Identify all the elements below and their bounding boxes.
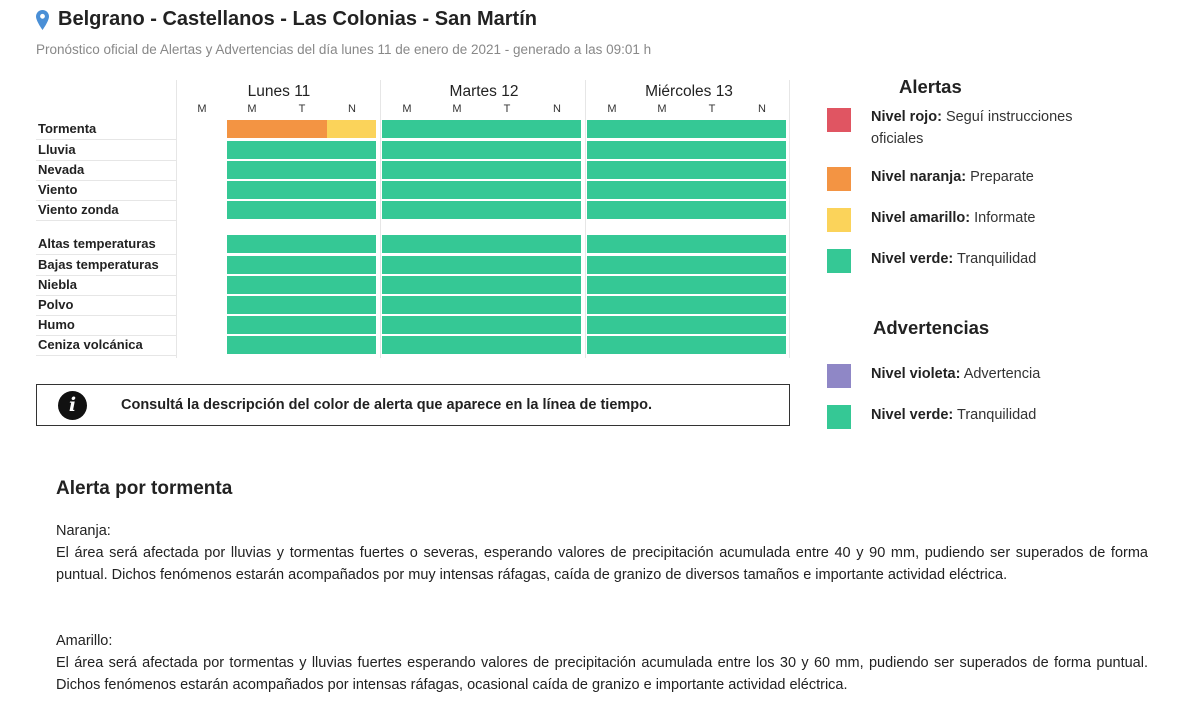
alert-cell-verde bbox=[432, 256, 482, 274]
alert-cell-verde bbox=[687, 161, 737, 179]
alert-cell-verde bbox=[587, 181, 637, 199]
alert-cell-verde bbox=[327, 316, 376, 334]
alert-cell-verde bbox=[432, 120, 482, 138]
alert-cell-verde bbox=[587, 161, 637, 179]
period-label: T bbox=[298, 103, 306, 115]
alert-cell-verde bbox=[382, 120, 432, 138]
alert-cell-verde bbox=[737, 141, 786, 159]
row-divider bbox=[36, 180, 176, 181]
alert-cell-verde bbox=[327, 336, 376, 354]
alert-cell-verde bbox=[637, 336, 687, 354]
legend-level-label: Nivel rojo: bbox=[871, 109, 942, 125]
alert-cell-verde bbox=[327, 181, 376, 199]
row-divider bbox=[36, 295, 176, 296]
phenomenon-label: Tormenta bbox=[38, 121, 97, 136]
alert-cell-verde bbox=[637, 276, 687, 294]
alert-cell-verde bbox=[227, 296, 277, 314]
alert-cell-verde bbox=[737, 296, 786, 314]
alert-cell-verde bbox=[637, 141, 687, 159]
alert-cell-verde bbox=[587, 235, 637, 253]
info-text: Consultá la descripción del color de alerta que aparece en la línea de tiempo. bbox=[121, 397, 653, 413]
legend-item-verde-advertencia bbox=[871, 404, 1111, 426]
phenomenon-label: Humo bbox=[38, 317, 75, 332]
alert-cell-verde bbox=[482, 181, 532, 199]
alert-cell-verde bbox=[327, 276, 376, 294]
alert-section-label: Naranja: bbox=[56, 523, 111, 539]
alert-cell-amarillo bbox=[327, 120, 376, 138]
alert-cell-verde bbox=[687, 276, 737, 294]
alert-cell-verde bbox=[432, 296, 482, 314]
day-label: Martes 12 bbox=[449, 83, 519, 100]
alert-cell-verde bbox=[432, 141, 482, 159]
alert-cell-verde bbox=[532, 276, 581, 294]
alert-cell-verde bbox=[737, 120, 786, 138]
alert-cell-verde bbox=[277, 256, 327, 274]
alert-cell-verde bbox=[737, 336, 786, 354]
alert-cell-verde bbox=[482, 161, 532, 179]
legend-level-desc: Tranquilidad bbox=[957, 251, 1037, 267]
alert-cell-verde bbox=[532, 120, 581, 138]
alert-cell-verde bbox=[482, 336, 532, 354]
period-label: M bbox=[452, 103, 462, 115]
alert-cell-verde bbox=[637, 256, 687, 274]
alert-cell-verde bbox=[687, 336, 737, 354]
alert-cell-verde bbox=[277, 141, 327, 159]
row-divider bbox=[36, 220, 176, 221]
alert-cell-verde bbox=[327, 201, 376, 219]
alert-cell-verde bbox=[432, 276, 482, 294]
page-title: Belgrano - Castellanos - Las Colonias - San Martín bbox=[58, 8, 537, 30]
legend-item-naranja bbox=[871, 166, 1111, 188]
alert-cell-verde bbox=[382, 336, 432, 354]
row-divider bbox=[36, 315, 176, 316]
alert-cell-verde bbox=[737, 181, 786, 199]
alert-cell-verde bbox=[482, 141, 532, 159]
alert-cell-verde bbox=[737, 316, 786, 334]
alert-section-naranja bbox=[56, 520, 1148, 586]
alert-cell-verde bbox=[327, 296, 376, 314]
alert-cell-verde bbox=[687, 235, 737, 253]
legend-item-amarillo bbox=[871, 207, 1111, 229]
legend-item-rojo bbox=[871, 106, 1111, 150]
alert-cell-verde bbox=[327, 141, 376, 159]
alert-cell-verde bbox=[382, 276, 432, 294]
row-divider bbox=[36, 160, 176, 161]
period-label: M bbox=[657, 103, 667, 115]
alert-cell-verde bbox=[532, 235, 581, 253]
alert-cell-verde bbox=[227, 201, 277, 219]
alert-cell-verde bbox=[382, 296, 432, 314]
legend-level-label: Nivel verde: bbox=[871, 407, 954, 423]
alert-cell-verde bbox=[277, 161, 327, 179]
legend-swatch-violeta bbox=[827, 364, 851, 388]
alert-cell-verde bbox=[327, 256, 376, 274]
legend-swatch-amarillo bbox=[827, 208, 851, 232]
alert-cell-verde bbox=[637, 201, 687, 219]
grid-divider bbox=[176, 80, 177, 358]
alert-cell-verde bbox=[482, 276, 532, 294]
period-label: M bbox=[607, 103, 617, 115]
period-label: T bbox=[503, 103, 511, 115]
alert-cell-verde bbox=[382, 141, 432, 159]
alert-cell-verde bbox=[277, 181, 327, 199]
alert-cell-verde bbox=[227, 235, 277, 253]
alert-cell-verde bbox=[532, 181, 581, 199]
legend-swatch-verde bbox=[827, 249, 851, 273]
alert-cell-verde bbox=[532, 316, 581, 334]
alert-cell-verde bbox=[587, 201, 637, 219]
alert-cell-verde bbox=[637, 296, 687, 314]
alert-cell-verde bbox=[687, 120, 737, 138]
legend-level-label: Nivel amarillo: bbox=[871, 210, 971, 226]
phenomenon-label: Nevada bbox=[38, 162, 85, 177]
alert-cell-verde bbox=[687, 296, 737, 314]
phenomenon-label: Bajas temperaturas bbox=[38, 257, 159, 272]
alert-cell-verde bbox=[227, 141, 277, 159]
alert-cell-verde bbox=[482, 235, 532, 253]
alert-cell-verde bbox=[227, 276, 277, 294]
alert-cell-verde bbox=[587, 276, 637, 294]
alert-cell-verde bbox=[482, 201, 532, 219]
alert-cell-verde bbox=[382, 256, 432, 274]
alert-cell-verde bbox=[227, 256, 277, 274]
alert-cell-verde bbox=[687, 256, 737, 274]
alert-cell-verde bbox=[382, 201, 432, 219]
grid-divider bbox=[585, 80, 586, 358]
alert-cell-verde bbox=[687, 316, 737, 334]
alert-cell-verde bbox=[277, 316, 327, 334]
alert-cell-naranja bbox=[227, 120, 277, 138]
legend-level-desc: Advertencia bbox=[963, 366, 1041, 382]
phenomenon-label: Altas temperaturas bbox=[38, 236, 156, 251]
period-label: T bbox=[708, 103, 716, 115]
alert-cell-verde bbox=[382, 161, 432, 179]
alert-cell-verde bbox=[637, 235, 687, 253]
phenomenon-label: Lluvia bbox=[38, 142, 76, 157]
legend-advertencias-title: Advertencias bbox=[873, 317, 990, 338]
legend-alertas-title: Alertas bbox=[899, 76, 962, 97]
period-label: M bbox=[402, 103, 412, 115]
alert-cell-verde bbox=[277, 201, 327, 219]
phenomenon-label: Niebla bbox=[38, 277, 78, 292]
alert-cell-verde bbox=[382, 181, 432, 199]
legend-level-label: Nivel verde: bbox=[871, 251, 954, 267]
alert-cell-verde bbox=[432, 181, 482, 199]
alert-cell-verde bbox=[227, 181, 277, 199]
legend-level-desc: Informate bbox=[974, 210, 1036, 226]
phenomenon-label: Viento bbox=[38, 182, 78, 197]
row-divider bbox=[36, 254, 176, 255]
alert-cell-verde bbox=[432, 161, 482, 179]
alert-cell-verde bbox=[737, 161, 786, 179]
grid-divider bbox=[380, 80, 381, 358]
legend-swatch-verde-advertencia bbox=[827, 405, 851, 429]
alert-cell-verde bbox=[637, 181, 687, 199]
alert-cell-verde bbox=[482, 316, 532, 334]
alert-cell-naranja bbox=[277, 120, 327, 138]
alert-cell-verde bbox=[532, 256, 581, 274]
period-label: M bbox=[247, 103, 257, 115]
alert-section-text: El área será afectada por tormentas y lluvias fuertes esperando valores de precipitación acumulada entre los 30 y 60 mm, pudiendo ser superados de forma puntual. Dichos fenómenos estarán acompañados por intensas ráfagas, ocasional caída de granizo e importante actividad eléctrica. bbox=[56, 655, 1148, 693]
phenomenon-label: Ceniza volcánica bbox=[38, 337, 143, 352]
legend-item-verde bbox=[871, 248, 1111, 270]
alert-cell-verde bbox=[277, 276, 327, 294]
alert-cell-verde bbox=[532, 161, 581, 179]
alert-cell-verde bbox=[432, 201, 482, 219]
alert-cell-verde bbox=[277, 296, 327, 314]
alert-cell-verde bbox=[482, 120, 532, 138]
row-divider bbox=[36, 139, 176, 140]
alert-cell-verde bbox=[432, 316, 482, 334]
info-icon: i bbox=[58, 391, 87, 420]
period-label: N bbox=[758, 103, 766, 115]
day-label: Lunes 11 bbox=[247, 83, 311, 100]
alert-section-text: El área será afectada por lluvias y tormentas fuertes o severas, esperando valores de precipitación acumulada entre 40 y 90 mm, pudiendo ser superados de forma puntual. Dichos fenómenos estarán acompañados por muy intensas ráfagas, caída de granizo de diversos tamaños e importante actividad eléctrica. bbox=[56, 545, 1148, 583]
alert-cell-verde bbox=[587, 336, 637, 354]
alert-cell-verde bbox=[432, 336, 482, 354]
alert-cell-verde bbox=[687, 181, 737, 199]
legend-level-label: Nivel violeta: bbox=[871, 366, 961, 382]
legend-level-label: Nivel naranja: bbox=[871, 169, 967, 185]
alert-cell-verde bbox=[277, 235, 327, 253]
alert-detail-title: Alerta por tormenta bbox=[56, 478, 233, 499]
alert-cell-verde bbox=[737, 201, 786, 219]
day-label: Miércoles 13 bbox=[645, 83, 733, 100]
alert-cell-verde bbox=[587, 256, 637, 274]
row-divider bbox=[36, 355, 176, 356]
alert-section-amarillo bbox=[56, 630, 1148, 696]
alert-cell-verde bbox=[637, 161, 687, 179]
alert-timeline bbox=[36, 80, 791, 360]
alert-cell-verde bbox=[637, 316, 687, 334]
legend-item-violeta bbox=[871, 363, 1111, 385]
alert-cell-verde bbox=[532, 296, 581, 314]
alert-cell-verde bbox=[532, 201, 581, 219]
alert-cell-verde bbox=[687, 201, 737, 219]
alert-cell-verde bbox=[737, 235, 786, 253]
alert-cell-verde bbox=[227, 336, 277, 354]
alert-cell-verde bbox=[587, 120, 637, 138]
alert-cell-verde bbox=[687, 141, 737, 159]
legend-swatch-naranja bbox=[827, 167, 851, 191]
alert-section-label: Amarillo: bbox=[56, 633, 113, 649]
alert-cell-verde bbox=[432, 235, 482, 253]
alert-cell-verde bbox=[227, 161, 277, 179]
alert-cell-verde bbox=[227, 316, 277, 334]
row-divider bbox=[36, 200, 176, 201]
alert-cell-verde bbox=[637, 120, 687, 138]
period-label: M bbox=[197, 103, 207, 115]
alert-cell-verde bbox=[382, 316, 432, 334]
legend-swatch-rojo bbox=[827, 108, 851, 132]
location-pin-icon bbox=[36, 10, 49, 30]
alert-cell-verde bbox=[587, 141, 637, 159]
info-banner bbox=[36, 384, 790, 426]
alert-cell-verde bbox=[327, 235, 376, 253]
alert-cell-verde bbox=[532, 141, 581, 159]
period-label: N bbox=[348, 103, 356, 115]
phenomenon-label: Polvo bbox=[38, 297, 74, 312]
phenomenon-label: Viento zonda bbox=[38, 202, 119, 217]
row-divider bbox=[36, 335, 176, 336]
alert-cell-verde bbox=[482, 296, 532, 314]
alert-cell-verde bbox=[587, 316, 637, 334]
alert-cell-verde bbox=[737, 276, 786, 294]
alert-cell-verde bbox=[382, 235, 432, 253]
legend-level-desc: Seguí instrucciones oficiales bbox=[871, 109, 1073, 147]
alert-cell-verde bbox=[532, 336, 581, 354]
period-label: N bbox=[553, 103, 561, 115]
legend-level-desc: Preparate bbox=[970, 169, 1034, 185]
legend-level-desc: Tranquilidad bbox=[957, 407, 1037, 423]
alert-cell-verde bbox=[587, 296, 637, 314]
alert-cell-verde bbox=[482, 256, 532, 274]
alert-cell-verde bbox=[327, 161, 376, 179]
alert-cell-verde bbox=[737, 256, 786, 274]
alert-cell-verde bbox=[277, 336, 327, 354]
row-divider bbox=[36, 275, 176, 276]
page-subtitle: Pronóstico oficial de Alertas y Advertencias del día lunes 11 de enero de 2021 - generado a las 09:01 h bbox=[36, 42, 652, 57]
grid-divider bbox=[789, 80, 790, 358]
